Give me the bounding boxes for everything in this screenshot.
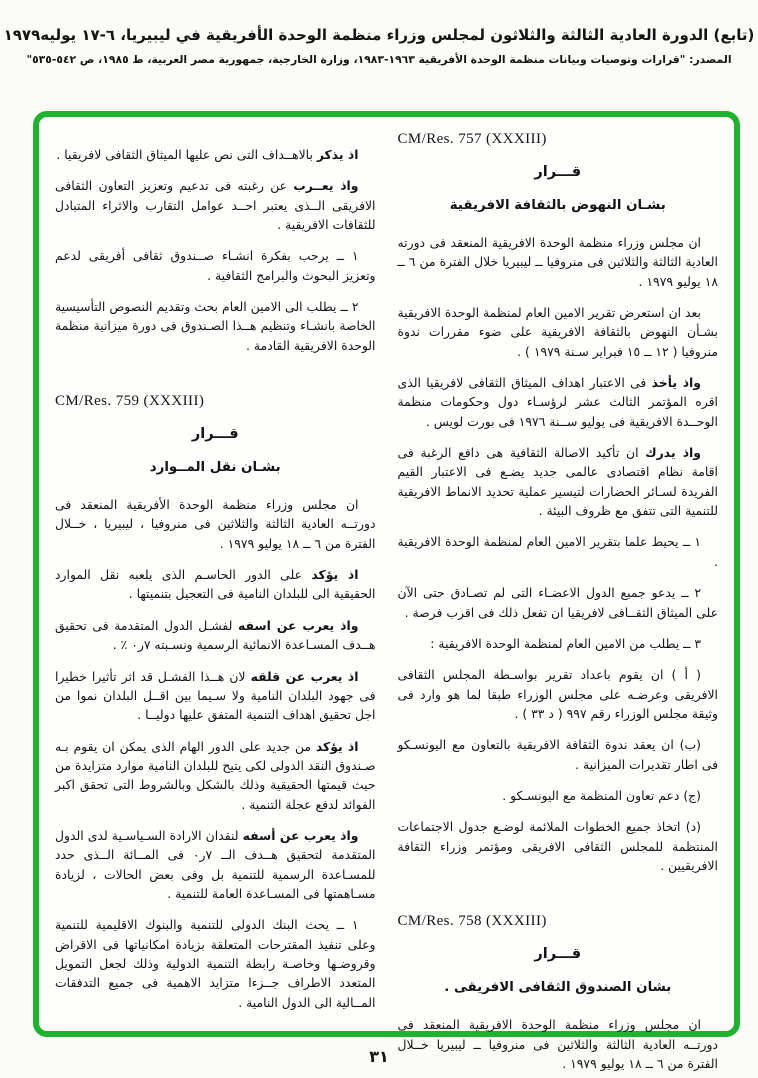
page-number: ٣١ — [369, 1047, 389, 1066]
paragraph: ٣ ــ يطلب من الامين العام لمنظمة الوحدة الافريقية : — [430, 635, 701, 651]
paragraph-lead: اذ يؤكد — [315, 738, 359, 754]
session-title: (تابع) الدورة العادية الثالثة والثلاثون لمجلس وزراء منظمة الوحدة الأفريقية في ليبيريا، ٦-١٧ يوليه١٩٧٩ — [3, 26, 755, 44]
paragraph-lead: واذ يعرب عن أسفه — [242, 827, 359, 843]
paragraph: ٢ ــ يدعو جميع الدول الاعضـاء التى لم تصـادق حتى الآن على الميثاق الثقــافى لافريقيا ان تفعل ذلك فى اقرب فرصة . — [397, 585, 718, 620]
resolution-heading: قـــرار — [534, 164, 582, 180]
paragraph: اذ يعرب عن قلقه لان هــذا الفشـل قد اثر تأثيرا خطيرا فى جهود البلدان النامية ولا سـيما بين اقــل البلدان نموا من اجل تحقيق اهداف التنمية المتفق عليها دوليــا . — [55, 668, 376, 723]
source-citation: المصدر: "قرارات وتوصيات وبيانات منظمة الوحدة الأفريقية ١٩٦٣-١٩٨٣، وزارة الخارجية، جمهورية مصر العربية، ط ١٩٨٥، ص ٥٤٢-٥٣٥" — [26, 53, 732, 66]
resolution-number: CM/Res. 758 (XXXIII) — [397, 913, 547, 930]
paragraph: ان مجلس وزراء منظمة الوحدة الأفريقية المنعقد فى دورتــه العادية الثالثة والثلاثين فى منروفيا ، ليبيريا ، خــلال الفترة من ٦ ــ ١٨ يوليو ١٩٧٩ . — [55, 497, 376, 551]
paragraph: بعد ان استعرض تقرير الامين العام لمنظمة الوحدة الافريقية بشـأن النهوض بالثقافة الافريقية على ضوء مقررات ندوة منروفيا ( ١٢ ــ ١٥ فبراير سـنة ١٩٧٩ ) . — [397, 305, 718, 359]
paragraph: واذ يعرب عن اسفه لفشـل الدول المتقدمة فى تحقيق هــدف المسـاعدة الانمائية الرسمية ونسـبته ٧ر٠ ٪ . — [55, 617, 376, 653]
paragraph: (ب) ان يعقد ندوة الثقافة الافريقية بالتعاون مع اليونسـكو فى اطار تقديرات الميزانية . — [397, 737, 718, 772]
paragraph-lead: واذ يأخذ — [651, 375, 702, 391]
paragraph: اذ يؤكد على الدور الحاسـم الذى يلعبه نقل الموارد الحقيقية الى للبلدان النامية فى التعجيل بتنميتها . — [55, 567, 376, 602]
paragraph-lead: واذ يعــرب — [293, 178, 359, 194]
resolution-number: CM/Res. 759 (XXXIII) — [55, 393, 205, 410]
paragraph-lead: اذ يؤكد — [311, 567, 359, 583]
column-left — [55, 129, 376, 1019]
paragraph: واذ يعرب عن أسفه لنقدان الارادة السـياسـية لدى الدول المتقدمة لتحقيق هــدف الــ ٧ر٠ فى المــائة الــذى حدد للمسـاعدة الرسمية للتنمية بل وفى بعض الحالات ، لزيادة مسـاهمتها فى المسـاعدة العامة للتنمية . — [55, 827, 376, 901]
paragraph-lead: اذ يذكر — [316, 147, 359, 162]
column-right — [397, 129, 719, 1071]
paragraph: واذ يدرك ان تأكيد الاصالة الثقافية هى دافع الرغبة فى اقامة نظام اقتصادى عالمى جديد يضـع فى الاعتبار القيم الفريدة لسـائر الحضارات لتيسير عملية تحديد الانماط الافريقية للتنمية التى تتفق مع ظروف البيئة . — [397, 445, 718, 519]
resolution-heading: قـــرار — [534, 946, 582, 963]
paragraph: (ج) دعم تعاون المنظمة مع اليونسـكو . — [502, 787, 701, 803]
paragraph: ٢ ــ يطلب الى الامين العام بحث وتقديم النصوص التأسيسية الخاصة بانشـاء وتنظيم هــذا الصـندوق فى دورة ميزانية منظمة الوحدة الافريقية القادمة . — [55, 299, 376, 353]
resolution-number: CM/Res. 757 (XXXIII) — [397, 131, 547, 147]
paragraph: واذ يأخذ فى الاعتبار اهداف الميثاق الثقافى لافريقيا الذى اقره المؤتمر الثالث عشر لرؤسـاء دول وحكومات منظمة الوحــدة الافريقية فى يوليو ســنة ١٩٧٦ فى بورت لويس . — [397, 375, 718, 429]
paragraph-lead: واذ يدرك — [645, 445, 702, 461]
page-header — [0, 26, 758, 66]
paragraph: ١ ــ يرحب بفكرة انشـاء صــندوق ثقافى أفريقى لدعم وتعزيز البحوث والبرامج الثقافية . — [55, 248, 376, 283]
paragraph: واذ يعــرب عن رغبته فى تدعيم وتعزيز التعاون الثقافى الافريقى الــذى يعتبر احــد عوامل التقارب والاثراء المتبادل للثقافات الافريقية . — [55, 178, 376, 233]
paragraph: اذ يؤكد من جديد على الدور الهام الذى يمكن ان يقوم بـه صـندوق النقد الدولى لكى يتيح للبلدان النامية موارد متزايدة من حيث قيمتها الحقيقية وذلك بالشكل وبالشروط التى تحقق اكبر الفوائد لدفع عجلة التنمية . — [54, 738, 376, 812]
paragraph: ان مجلس وزراء منظمة الوحدة الافريقية المنعقد فى دورته العادية الثالثة والثلاثين فى منروفيا ــ ليبيريا خلال الفترة من ٦ ــ ١٨ يوليو ١٩٧٩ . — [397, 235, 719, 289]
paragraph: (د) اتخاذ جميع الخطوات الملائمة لوضـع جدول الاجتماعات المنتظمة للمجلس الثقافى الافريقى ومؤتمر وزراء الثقافة الافريقيين . — [397, 819, 718, 873]
paragraph: ( أ ) ان يقوم باعداد تقرير بواسـطة المجلس الثقافى الافريقى وعرضـه على مجلس الوزراء طبقا لما هو وارد فى وثيقة مجلس الوزراء رقم ٩٩٧ ( د ٣٣ ) . — [397, 667, 718, 721]
paragraph-lead: واذ يعرب عن اسفه — [237, 617, 359, 633]
resolution-subject: بشـان النهوض بالثقافة الافريقية — [449, 198, 666, 213]
resolution-subject: بشان الصندوق الثقافى الافريقى . — [444, 980, 672, 996]
paragraph: ان مجلس وزراء منظمة الوحدة الافريقية المنعقد فى دورتــه العادية الثالثة والثلاثين فى منروفيا ــ ليبيريا خــلال الفترة من ٦ ــ ١٨ يوليو ١٩٧٩ . — [397, 1017, 718, 1071]
resolution-subject: بشـان نقل المــوارد — [149, 460, 281, 476]
paragraph: اذ يذكر بالاهــداف التى نص عليها الميثاق الثقافى لافريقيا . — [56, 147, 359, 162]
paragraph: ١ ــ يحث البنك الدولى للتنمية والبنوك الاقليمية للتنمية وعلى تنفيذ المقترحات المتعلقة بزيادة امكانياتها فى الاقراض وقروضـها وخاصـة رابطة التنمية الدولية وذلك لجعل التمويل المتعدد الاطراف جــزءا متزايد الاهمية فى جميع التدفقات المــالية الى الدول النامية . — [55, 917, 376, 1010]
paragraph-lead: اذ يعرب عن قلقه — [250, 668, 359, 684]
paragraph: ١ ــ يحيط علما بتقرير الامين العام لمنظمة الوحدة الافريقية . — [397, 534, 718, 569]
resolution-heading: قـــرار — [191, 426, 239, 443]
